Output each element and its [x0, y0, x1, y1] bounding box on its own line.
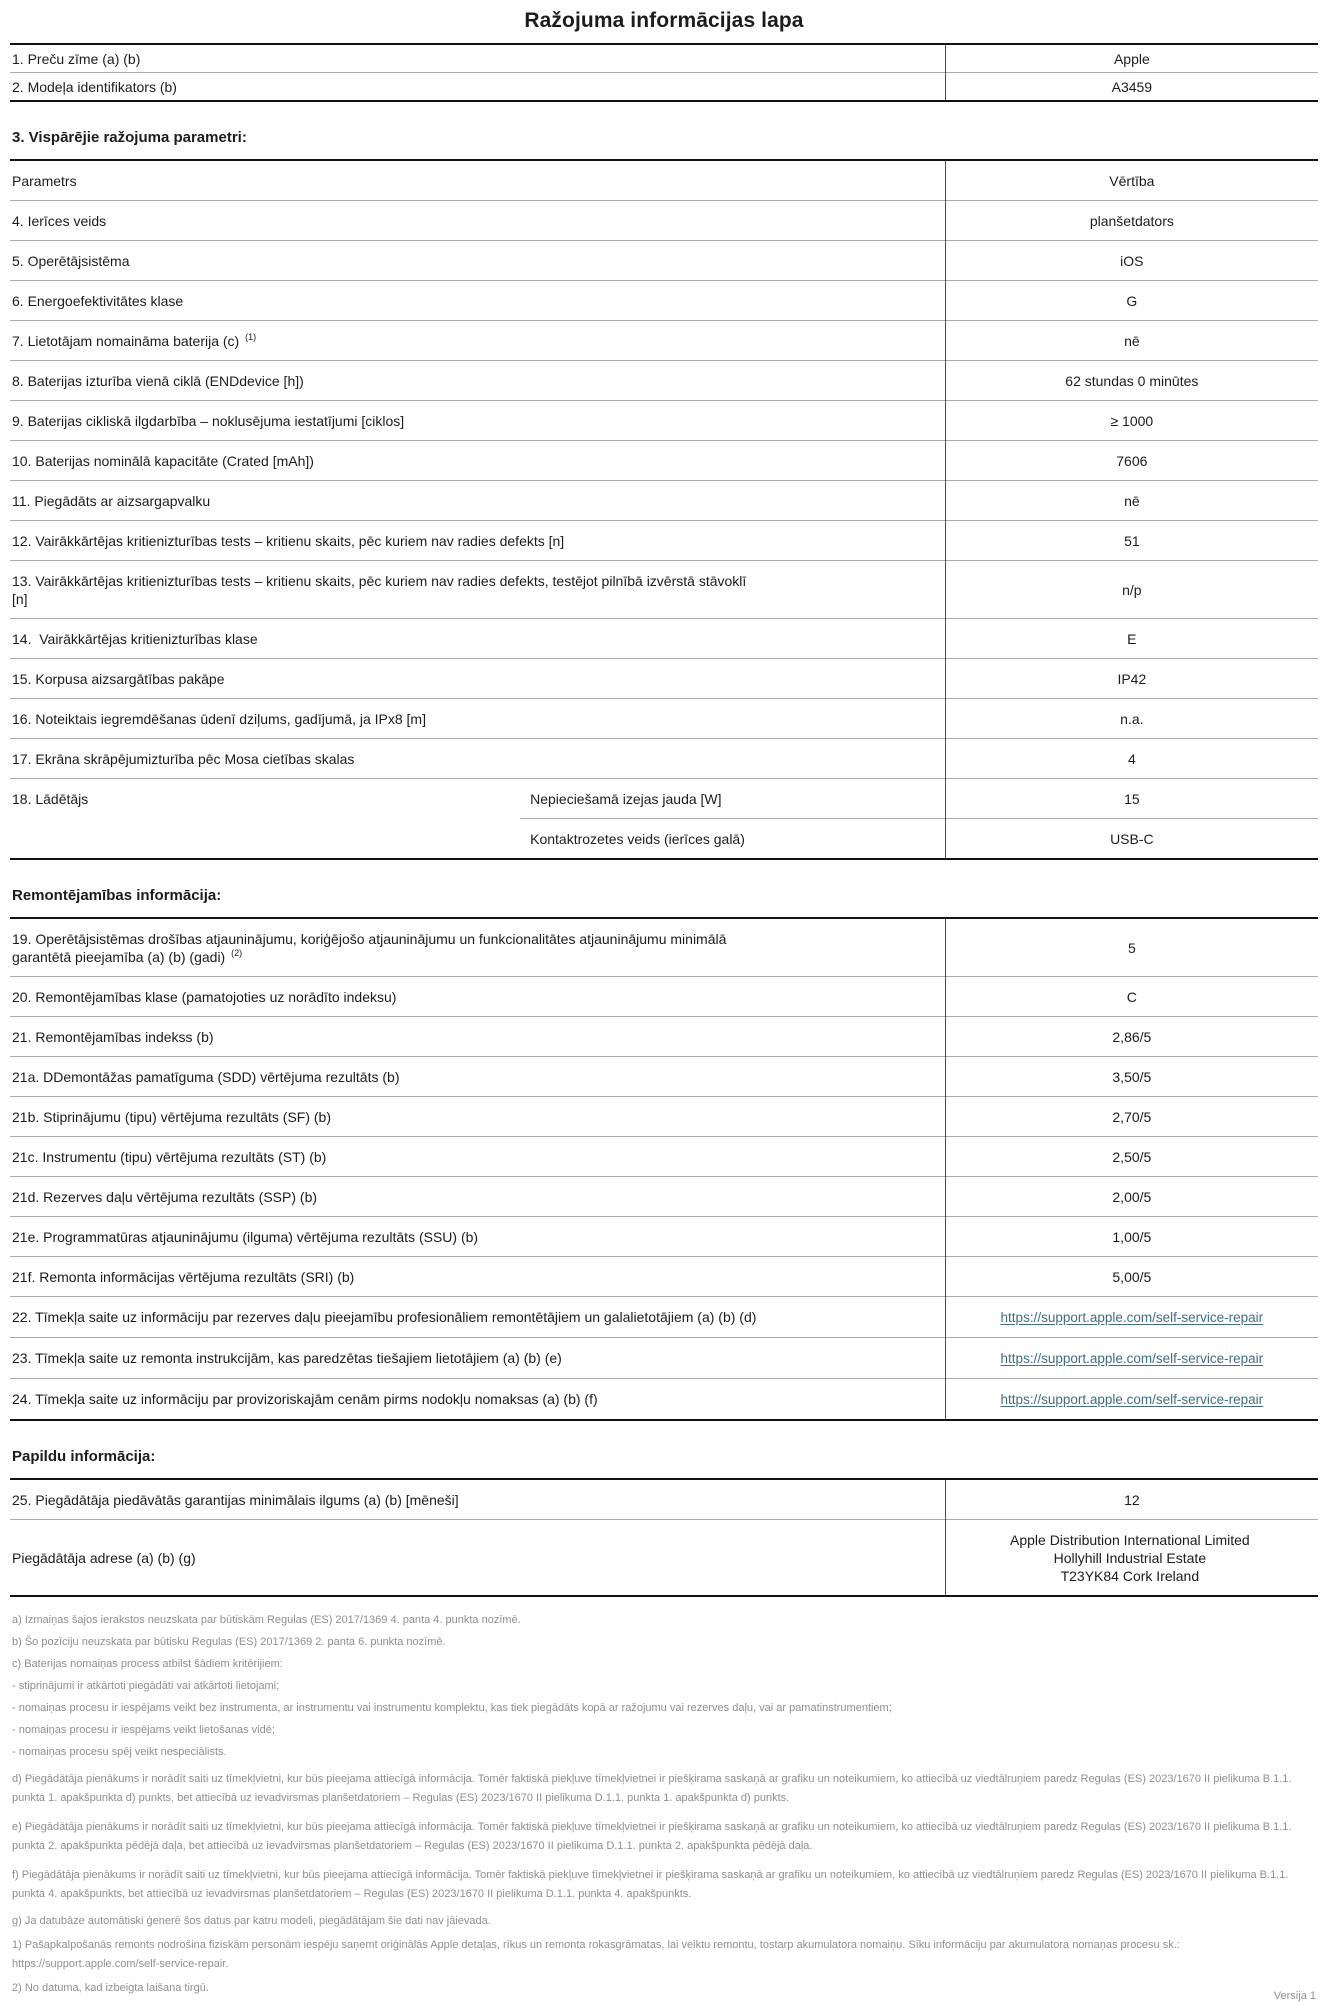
- row-label: 18. Lādētājs: [10, 779, 520, 860]
- table-row: [10, 1338, 1318, 1379]
- row-value: planšetdators: [945, 201, 1318, 241]
- row-label: 8. Baterijas izturība vienā ciklā (ENDdevice [h]): [10, 361, 945, 401]
- row-label: 21c. Instrumentu (tipu) vērtējuma rezultāts (ST) (b): [10, 1137, 945, 1177]
- footnote: 1) Pašapkalpošanās remonts nodrošina fiziskām personām iespēju saņemt oriģinālās Apple detaļas, rīkus un remonta rokasgrāmatas, lai veiktu remontu, tostarp akumulatora nomaiņu. Sīku informāciju par akumulatora nomaņas procesu sk.: https://support.apple.com/self-service-repair.: [12, 1939, 1180, 1970]
- table-row: [10, 281, 1318, 321]
- table-row: [10, 918, 1318, 977]
- general-parameters-table: [10, 159, 1318, 860]
- support-link[interactable]: https://support.apple.com/self-service-repair: [1000, 1391, 1264, 1407]
- charger-subrow-label: Kontaktrozetes veids (ierīces galā): [520, 819, 945, 860]
- table-header-row: [10, 160, 1318, 201]
- charger-row: [10, 779, 1318, 819]
- row-value: C: [945, 977, 1318, 1017]
- footnote: d) Piegādātāja pienākums ir norādīt saiti uz tīmekļvietni, kur būs pieejama attiecīgā informācija. Tomēr faktiskā piekļuve tīmekļvietnei ir piešķirama saskaņā ar grafiku un noteikumiem, ko attiecībā uz viedtālruņiem paredz Regulas (ES) 2023/1670 II pielikuma B.1.1. punkta 1. apakšpunkta d) punkts, bet attiecībā uz ievadvirsmas planšetdatoriem – Regulas (ES) 2023/1670 II pielikuma D.1.1. punkta 1. apakšpunkta d) punkts.: [12, 1773, 1292, 1804]
- row-label: 21e. Programmatūras atjauninājumu (ilguma) vērtējuma rezultāts (SSU) (b): [10, 1217, 945, 1257]
- row-label: 17. Ekrāna skrāpējumizturība pēc Mosa cietības skalas: [10, 739, 945, 779]
- supplier-address-row: [10, 1520, 1318, 1597]
- row-value: 5: [945, 918, 1318, 977]
- version-label: Versija 1: [1273, 1990, 1316, 2002]
- table-row: [10, 561, 1318, 619]
- row-value: 4: [945, 739, 1318, 779]
- row-value: n.a.: [945, 699, 1318, 739]
- page-title: Ražojuma informācijas lapa: [524, 9, 804, 32]
- row-label: 21f. Remonta informācijas vērtējuma rezultāts (SRI) (b): [10, 1257, 945, 1297]
- row-value: 12: [945, 1479, 1318, 1520]
- footnote-ref: (2): [231, 947, 243, 958]
- row-value: 2,70/5: [945, 1097, 1318, 1137]
- row-value: nē: [945, 481, 1318, 521]
- row-value: 15: [945, 779, 1318, 819]
- row-label: 2. Modeļa identifikators (b): [10, 73, 945, 102]
- table-row: [10, 401, 1318, 441]
- row-label: 7. Lietotājam nomaināma baterija (c) $^{(1)}$: [10, 321, 945, 361]
- row-value: iOS: [945, 241, 1318, 281]
- row-value: n/p: [945, 561, 1318, 619]
- support-link[interactable]: https://support.apple.com/self-service-repair: [1000, 1309, 1264, 1325]
- row-value: 7606: [945, 441, 1318, 481]
- row-value: 2,86/5: [945, 1017, 1318, 1057]
- table-row: [10, 1379, 1318, 1421]
- footnote: - stiprinājumi ir atkārtoti piegādāti vai atkārtoti lietojami;: [12, 1680, 280, 1692]
- row-value: [945, 1297, 1318, 1338]
- row-label: 5. Operētājsistēma: [10, 241, 945, 281]
- row-value: IP42: [945, 659, 1318, 699]
- footnote: c) Baterijas nomaiņas process atbilst šādiem kritērijiem:: [12, 1658, 283, 1670]
- row-label: 25. Piegādātāja piedāvātās garantijas minimālais ilgums (a) (b) [mēneši]: [12, 1491, 459, 1508]
- table-row: [10, 1177, 1318, 1217]
- footnote: e) Piegādātāja pienākums ir norādīt saiti uz tīmekļvietni, kur būs pieejama attiecīgā informācija. Tomēr faktiskā piekļuve tīmekļvietnei ir piešķirama saskaņā ar grafiku un noteikumiem, ko attiecībā uz viedtālruņiem paredz Regulas (ES) 2023/1670 II pielikuma B.1.1. punkta 2. apakšpunkta pēdējā daļa, bet attiecībā uz ievadvirsmas planšetdatoriem – Regulas (ES) 2023/1670 II pielikuma D.1.1. punkta 2. apakšpunkta pēdējā daļa.: [12, 1821, 1292, 1852]
- table-row: [10, 241, 1318, 281]
- address-line: T23YK84 Cork Ireland: [1060, 1567, 1200, 1584]
- row-label: 9. Baterijas cikliskā ilgdarbība – noklusējuma iestatījumi [ciklos]: [10, 401, 945, 441]
- table-row: [10, 1097, 1318, 1137]
- row-label: 1. Preču zīme (a) (b): [12, 50, 141, 67]
- row-value: [945, 1338, 1318, 1379]
- column-header-param: Parametrs: [12, 172, 77, 189]
- row-label: 12. Vairākkārtējas kritienizturības tests – kritienu skaits, pēc kuriem nav radies defekts [n]: [10, 521, 945, 561]
- charger-subrow-label: Nepieciešamā izejas jauda [W]: [520, 779, 945, 819]
- row-value: 2,00/5: [945, 1177, 1318, 1217]
- row-label: 21d. Rezerves daļu vērtējuma rezultāts (SSP) (b): [10, 1177, 945, 1217]
- table-row: [10, 977, 1318, 1017]
- row-value: ≥ 1000: [945, 401, 1318, 441]
- row-label: 22. Tīmekļa saite uz informāciju par rezerves daļu pieejamību profesionāliem remontētājiem un galalietotājiem (a) (b) (d): [10, 1297, 945, 1338]
- table-row: [10, 739, 1318, 779]
- table-row: [10, 1057, 1318, 1097]
- row-label: 4. Ierīces veids: [10, 201, 945, 241]
- table-row: [10, 1017, 1318, 1057]
- table-row: [10, 321, 1318, 361]
- row-value: 3,50/5: [945, 1057, 1318, 1097]
- row-value: [945, 1379, 1318, 1421]
- row-label: 10. Baterijas nominālā kapacitāte (Crated [mAh]): [10, 441, 945, 481]
- column-header-value: Vērtība: [945, 160, 1318, 201]
- support-link[interactable]: https://support.apple.com/self-service-repair: [1000, 1350, 1264, 1366]
- row-value: USB-C: [945, 819, 1318, 860]
- table-row: [10, 1137, 1318, 1177]
- section-heading-additional: Papildu informācija:: [12, 1448, 156, 1465]
- footnotes-block: [10, 1613, 1318, 1996]
- table-row: [10, 481, 1318, 521]
- footnote: f) Piegādātāja pienākums ir norādīt saiti uz tīmekļvietni, kur būs pieejama attiecīgā informācija. Tomēr faktiskā piekļuve tīmekļvietnei ir piešķirama saskaņā ar grafiku un noteikumiem, ko attiecībā uz viedtālruņiem paredz Regulas (ES) 2023/1670 II pielikuma B.1.1. punkta 4. apakšpunkts, bet attiecībā uz ievadvirsmas planšetdatoriem – Regulas (ES) 2023/1670 II pielikuma D.1.1. punkta 4. apakšpunkts.: [12, 1869, 1289, 1900]
- table-row: [10, 73, 1318, 102]
- row-label: 21. Remontējamības indekss (b): [10, 1017, 945, 1057]
- footnote: - nomaiņas procesu ir iespējams veikt lietošanas vidē;: [12, 1724, 275, 1736]
- additional-info-table: [10, 1478, 1318, 1597]
- footnote: g) Ja datubāze automātiski ģenerē šos datus par katru modeli, piegādātājam šie dati nav jāievada.: [12, 1915, 491, 1927]
- row-label: 6. Energoefektivitātes klase: [10, 281, 945, 321]
- footnote: 2) No datuma, kad izbeigta laišana tirgū.: [12, 1982, 209, 1994]
- section-heading-repair: Remontējamības informācija:: [12, 887, 222, 904]
- row-value: G: [945, 281, 1318, 321]
- table-row: [10, 699, 1318, 739]
- row-value: 2,50/5: [945, 1137, 1318, 1177]
- row-value: E: [945, 619, 1318, 659]
- row-value: nē: [945, 321, 1318, 361]
- table-row: [10, 1479, 1318, 1520]
- table-row: [10, 619, 1318, 659]
- section-heading-general: 3. Vispārējie ražojuma parametri:: [12, 129, 247, 146]
- row-label: 11. Piegādāts ar aizsargapvalku: [10, 481, 945, 521]
- row-value: 1,00/5: [945, 1217, 1318, 1257]
- address-line: Apple Distribution International Limited: [1010, 1531, 1250, 1548]
- row-label: 19. Operētājsistēmas drošības atjauninājumu, koriģējošo atjauninājumu un funkcionalitātes atjauninājumu minimālā garantētā pieejamība (a) (b) (gadi) $^{(2)}$: [12, 930, 727, 965]
- row-label: 14. Vairākkārtējas kritienizturības klase: [10, 619, 945, 659]
- row-label: 15. Korpusa aizsargātības pakāpe: [10, 659, 945, 699]
- row-label: 24. Tīmekļa saite uz informāciju par provizoriskajām cenām pirms nodokļu nomaksas (a) (b) (f): [10, 1379, 945, 1421]
- row-label: 21a. DDemontāžas pamatīguma (SDD) vērtējuma rezultāts (b): [10, 1057, 945, 1097]
- table-row: [10, 361, 1318, 401]
- identity-table: [10, 43, 1318, 102]
- table-row: [10, 1217, 1318, 1257]
- row-label: Piegādātāja adrese (a) (b) (g): [10, 1520, 945, 1597]
- row-value: Apple: [945, 44, 1318, 73]
- row-value: 5,00/5: [945, 1257, 1318, 1297]
- row-value: 62 stundas 0 minūtes: [945, 361, 1318, 401]
- row-label: 16. Noteiktais iegremdēšanas ūdenī dziļums, gadījumā, ja IPx8 [m]: [10, 699, 945, 739]
- footnote: a) Izmaiņas šajos ierakstos neuzskata par būtiskām Regulas (ES) 2017/1369 4. panta 4. punkta nozīmē.: [12, 1614, 521, 1626]
- row-value: 51: [945, 521, 1318, 561]
- table-row: [10, 1257, 1318, 1297]
- address-line: Hollyhill Industrial Estate: [1053, 1549, 1207, 1566]
- row-value: A3459: [945, 73, 1318, 102]
- repairability-table: [10, 917, 1318, 1421]
- row-label: 23. Tīmekļa saite uz remonta instrukcijām, kas paredzētas tiešajiem lietotājiem (a) (b) (e): [10, 1338, 945, 1379]
- footnote: - nomaiņas procesu spēj veikt nespeciālists.: [12, 1746, 227, 1758]
- table-row: [10, 44, 1318, 73]
- table-row: [10, 521, 1318, 561]
- row-label: 20. Remontējamības klase (pamatojoties uz norādīto indeksu): [10, 977, 945, 1017]
- supplier-address-value: [945, 1520, 1318, 1597]
- table-row: [10, 659, 1318, 699]
- row-label: 21b. Stiprinājumu (tipu) vērtējuma rezultāts (SF) (b): [10, 1097, 945, 1137]
- footnote: - nomaiņas procesu ir iespējams veikt bez instrumenta, ar instrumentu vai instrumentu komplektu, kas tiek piegādāts kopā ar ražojumu vai rezerves daļu, vai ar pamatinstrumentiem;: [12, 1702, 892, 1714]
- footnote: b) Šo pozīciju neuzskata par būtisku Regulas (ES) 2017/1369 2. panta 6. punkta nozīmē.: [12, 1636, 446, 1648]
- table-row: [10, 441, 1318, 481]
- footnote-ref: (1): [245, 331, 257, 342]
- table-row: [10, 1297, 1318, 1338]
- row-label: 13. Vairākkārtējas kritienizturības tests – kritienu skaits, pēc kuriem nav radies defekts, testējot pilnībā izvērstā stāvoklī [n]: [10, 561, 945, 619]
- table-row: [10, 201, 1318, 241]
